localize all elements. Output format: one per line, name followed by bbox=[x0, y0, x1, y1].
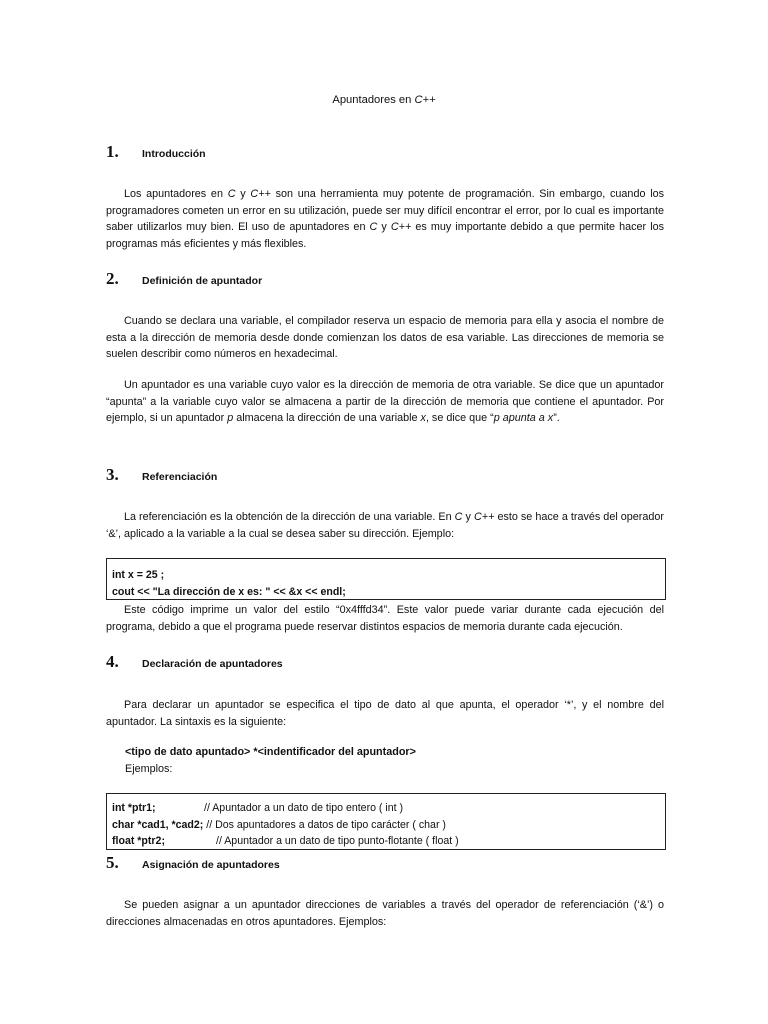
ref-text-1: La referenciación es la obtención de la dirección de una variable. En bbox=[124, 511, 455, 523]
code-comment: // Dos apuntadores a datos de tipo carácter ( char ) bbox=[206, 818, 446, 831]
definition-paragraph-1: Cuando se declara una variable, el compilador reserva un espacio de memoria para ella y asocia el nombre de esta a la dirección de memoria desde donde comienzan los datos de esa variable. Las direcciones de memoria se suelen describir como números en hexadecimal. bbox=[106, 315, 664, 360]
section-number: 5. bbox=[106, 853, 119, 872]
intro-c: C bbox=[227, 188, 236, 200]
code-box-declarations bbox=[106, 793, 666, 850]
section-title: Referenciación bbox=[142, 471, 218, 483]
intro-cpp: C++ bbox=[250, 188, 271, 200]
section-title: Declaración de apuntadores bbox=[142, 658, 283, 670]
intro-text-2: son una herramienta muy potente de programación. Sin embargo, cuando los programadores cometen un error en su utilización, puede ser muy difícil encontrar el error, por lo cual es importante saber utilizarlos muy bien. El uso de apuntadores en bbox=[106, 188, 664, 233]
section-number: 4. bbox=[106, 652, 119, 671]
code-line bbox=[107, 817, 665, 834]
section-heading-2 bbox=[106, 269, 262, 289]
section-number: 1. bbox=[106, 142, 119, 161]
def-text-a: Un apuntador es una variable cuyo valor es la dirección de memoria de otra variable. Se dice que un apuntador “apunta” a la variable cuyo valor se almacena a partir de la dirección de memoria que contiene el apuntador. Por ejemplo, si un apuntador bbox=[106, 379, 664, 424]
code-decl: char *cad1, *cad2; bbox=[112, 818, 204, 831]
referencing-paragraph bbox=[106, 509, 664, 542]
definition-paragraph-2 bbox=[106, 377, 664, 427]
code-decl: float *ptr2; bbox=[112, 835, 165, 847]
code-comment: // Apuntador a un dato de tipo entero ( int ) bbox=[204, 802, 404, 814]
intro-y: y bbox=[235, 188, 251, 200]
title-text: Apuntadores en bbox=[332, 94, 412, 106]
def-text-b: almacena la dirección de una variable bbox=[233, 412, 421, 424]
code-line bbox=[107, 833, 665, 850]
def-quote: p apunta a x bbox=[493, 412, 554, 424]
def-text-d: ”. bbox=[553, 412, 560, 424]
code-decl: int *ptr1; bbox=[112, 802, 156, 814]
code-line bbox=[107, 800, 665, 817]
ref-text-2: esto se hace a través del operador ‘&’, aplicado a la variable a la cual se desea saber su dirección. Ejemplo: bbox=[106, 511, 664, 540]
code-line: int x = 25 ; bbox=[112, 569, 165, 581]
ref-c: C bbox=[454, 511, 463, 523]
section-number: 3. bbox=[106, 465, 119, 484]
declaration-paragraph: Para declarar un apuntador se especifica el tipo de dato al que apunta, el operador ‘*’, y el nombre del apuntador. La sintaxis es la siguiente: bbox=[106, 699, 664, 728]
referencing-after-paragraph: Este código imprime un valor del estilo “0x4fffd34”. Este valor puede variar durante cada ejecución del programa, debido a que el programa puede reservar distintos espacios de memoria durante cada ejecución. bbox=[106, 604, 664, 633]
section-title: Asignación de apuntadores bbox=[142, 859, 280, 871]
code-comment: // Apuntador a un dato de tipo punto-flotante ( float ) bbox=[216, 835, 459, 847]
ref-y: y bbox=[462, 511, 474, 523]
section-heading-3 bbox=[106, 465, 217, 485]
intro-cpp-2: C++ bbox=[390, 221, 412, 233]
section-title: Introducción bbox=[142, 148, 206, 160]
intro-text-3: es muy importante debido a que permite hacer los programas más eficientes y más flexibles. bbox=[106, 221, 664, 250]
def-x: x bbox=[420, 412, 426, 424]
examples-label: Ejemplos: bbox=[125, 763, 173, 775]
code-line: cout << "La dirección de x es: " << &x << endl; bbox=[112, 586, 346, 598]
section-heading-1 bbox=[106, 142, 206, 162]
ref-cpp: C++ bbox=[473, 511, 495, 523]
title-lang: C++ bbox=[414, 94, 436, 106]
section-heading-4 bbox=[106, 652, 283, 672]
section-heading-5 bbox=[106, 853, 280, 873]
intro-y-2: y bbox=[377, 221, 391, 233]
intro-text-1: Los apuntadores en bbox=[124, 188, 228, 200]
section-title: Definición de apuntador bbox=[142, 275, 263, 287]
intro-paragraph bbox=[106, 186, 664, 252]
document-title bbox=[0, 94, 768, 106]
section-number: 2. bbox=[106, 269, 119, 288]
intro-c-2: C bbox=[369, 221, 378, 233]
syntax-line: <tipo de dato apuntado> *<indentificador del apuntador> bbox=[125, 746, 416, 758]
def-p: p bbox=[227, 412, 234, 424]
def-text-c: , se dice que “ bbox=[425, 412, 494, 424]
assignment-paragraph: Se pueden asignar a un apuntador direcciones de variables a través del operador de referenciación (‘&’) o direcciones almacenadas en otros apuntadores. Ejemplos: bbox=[106, 899, 664, 928]
code-box-referencing bbox=[106, 558, 666, 600]
